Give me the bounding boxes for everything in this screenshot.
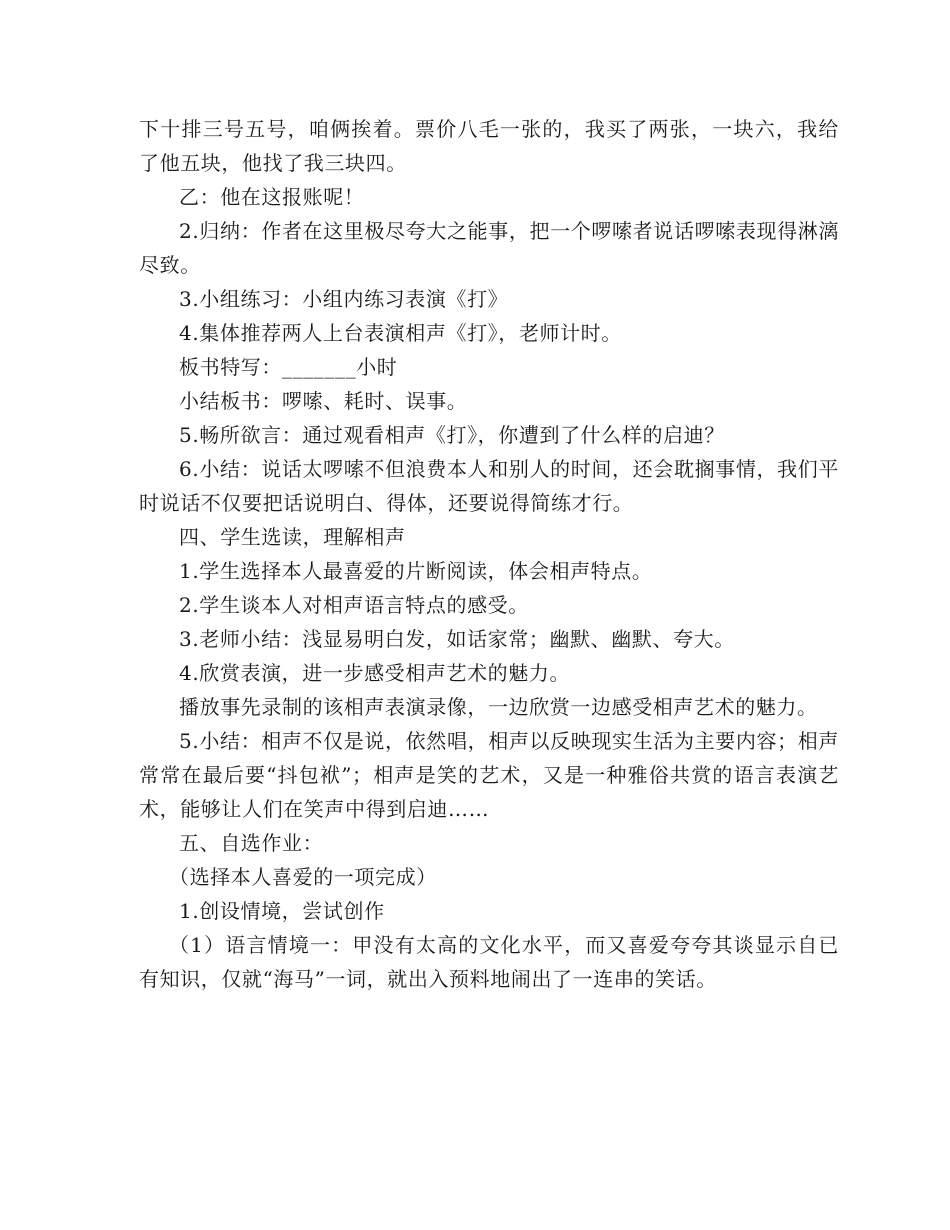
paragraph-11: 1.学生选择本人最喜爱的片断阅读，体会相声特点。 [179,559,653,583]
paragraph-4: 3.小组练习：小组内练习表演《打》 [179,287,509,311]
paragraph-5: 4.集体推荐两人上台表演相声《打》，老师计时。 [179,321,622,345]
paragraph-9: 6.小结：说话太啰嗦不但浪费本人和别人的时间，还会耽搁事情，我们平时说话不仅要把话说明白、得体，还要说得简练才行。 [139,457,839,515]
paragraph-12: 2.学生谈本人对相声语言特点的感受。 [179,593,529,617]
document-body [139,112,839,996]
section-heading-5: 五、自选作业： [179,831,324,855]
paragraph-1: 下十排三号五号，咱俩挨着。票价八毛一张的，我买了两张，一块六，我给了他五块，他找了我三块四。 [139,117,839,175]
paragraph-19: 1.创设情境，尝试创作 [179,899,385,923]
section-heading-4: 四、学生选读，理解相声 [179,525,406,549]
paragraph-15: 播放事先录制的该相声表演录像，一边欣赏一边感受相声艺术的魅力。 [179,695,818,719]
paragraph-16: 5.小结：相声不仅是说，依然唱，相声以反映现实生活为主要内容；相声常常在最后要“抖包袱”；相声是笑的艺术，又是一种雅俗共赏的语言表演艺术，能够让人们在笑声中得到启迪…… [139,729,839,821]
paragraph-3: 2.归纳：作者在这里极尽夸大之能事，把一个啰嗦者说话啰嗦表现得淋漓尽致。 [139,219,839,277]
paragraph-18: （选择本人喜爱的一项完成） [169,865,437,889]
paragraph-6: 板书特写：_______小时 [179,355,398,379]
paragraph-7: 小结板书：啰嗦、耗时、误事。 [179,389,468,413]
paragraph-8: 5.畅所欲言：通过观看相声《打》，你遭到了什么样的启迪？ [179,423,725,447]
paragraph-13: 3.老师小结：浅显易明白发，如话家常；幽默、幽默、夸大。 [179,627,735,651]
paragraph-20: （1）语言情境一：甲没有太高的文化水平，而又喜爱夸夸其谈显示自已有知识，仅就“海马”一词，就出入预料地闹出了一连串的笑话。 [139,933,839,991]
paragraph-14: 4.欣赏表演，进一步感受相声艺术的魅力。 [179,661,571,685]
paragraph-2: 乙：他在这报账呢！ [179,185,365,209]
